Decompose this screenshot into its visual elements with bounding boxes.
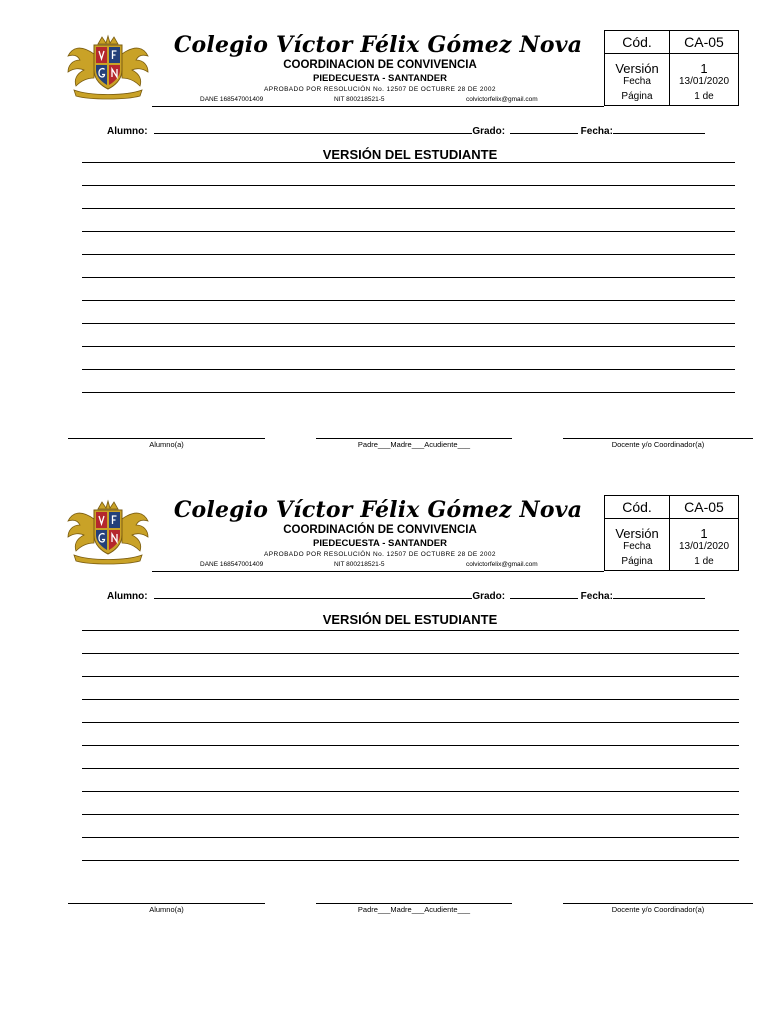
writing-line[interactable] — [82, 630, 739, 631]
student-info-row — [107, 589, 705, 602]
header-divider — [152, 571, 604, 572]
writing-line[interactable] — [82, 814, 739, 815]
date-value: 13/01/2020 — [670, 540, 739, 555]
approval-resolution: APROBADO POR RESOLUCIÓN No. 12507 DE OCTUBRE 28 DE 2002 — [264, 551, 496, 558]
department-title: COORDINACIÓN DE CONVIVENCIA — [283, 524, 477, 536]
crest-left-wing — [68, 48, 94, 86]
code-label: Cód. — [605, 496, 670, 519]
signature-line-student[interactable] — [68, 903, 265, 904]
student-info-row — [107, 124, 705, 137]
school-name: Colegio Víctor Félix Gómez Nova — [173, 32, 583, 58]
date-value: 13/01/2020 — [670, 75, 739, 90]
crest-crown — [98, 501, 118, 509]
page-value: 1 de — [670, 555, 739, 571]
document-code-box — [604, 495, 739, 571]
version-value: 1 — [670, 54, 739, 75]
grade-field[interactable] — [510, 589, 578, 599]
crest-ribbon — [74, 555, 142, 564]
version-value: 1 — [670, 519, 739, 540]
city-label: PIEDECUESTA - SANTANDER — [313, 73, 447, 84]
writing-line[interactable] — [82, 653, 739, 654]
signature-label-student: Alumno(a) — [149, 440, 184, 449]
code-label: Cód. — [605, 31, 670, 54]
page-label: Página — [605, 555, 670, 571]
header-divider — [152, 106, 604, 107]
writing-line[interactable] — [82, 860, 739, 861]
signature-label-teacher: Docente y/o Coordinador(a) — [611, 905, 705, 914]
crest-ribbon — [74, 90, 142, 99]
nit-code: NIT 800218521-5 — [334, 561, 385, 568]
approval-resolution: APROBADO POR RESOLUCIÓN No. 12507 DE OCTUBRE 28 DE 2002 — [264, 86, 496, 93]
school-email: colvictorfelix@gmail.com — [466, 561, 538, 568]
date-field[interactable] — [613, 124, 705, 134]
school-name: Colegio Víctor Félix Gómez Nova — [173, 497, 583, 523]
nit-code: NIT 800218521-5 — [334, 96, 385, 103]
date-field-label: Fecha: — [580, 126, 613, 137]
school-email: colvictorfelix@gmail.com — [466, 96, 538, 103]
signature-line-guardian[interactable] — [316, 903, 512, 904]
document-code-box — [604, 30, 739, 106]
writing-line[interactable] — [82, 277, 735, 278]
city-label: PIEDECUESTA - SANTANDER — [313, 538, 447, 549]
writing-line[interactable] — [82, 745, 739, 746]
writing-line[interactable] — [82, 837, 739, 838]
signature-line-teacher[interactable] — [563, 903, 753, 904]
student-name-field[interactable] — [154, 124, 472, 134]
student-name-label: Alumno: — [107, 126, 148, 137]
writing-line[interactable] — [82, 676, 739, 677]
date-label: Fecha — [605, 540, 670, 555]
version-label: Versión — [605, 519, 670, 540]
signature-label-teacher: Docente y/o Coordinador(a) — [611, 440, 705, 449]
version-label: Versión — [605, 54, 670, 75]
code-value: CA-05 — [670, 496, 739, 519]
writing-line[interactable] — [82, 162, 735, 163]
writing-line[interactable] — [82, 346, 735, 347]
grade-field[interactable] — [510, 124, 578, 134]
discipline-form-2 — [0, 485, 768, 965]
crest-right-wing — [122, 48, 148, 86]
signature-line-teacher[interactable] — [563, 438, 753, 439]
signature-line-guardian[interactable] — [316, 438, 512, 439]
writing-line[interactable] — [82, 231, 735, 232]
school-crest-logo — [66, 34, 150, 100]
section-title: VERSIÓN DEL ESTUDIANTE — [322, 612, 498, 627]
date-field[interactable] — [613, 589, 705, 599]
page-value: 1 de — [670, 90, 739, 106]
writing-line[interactable] — [82, 208, 735, 209]
date-field-label: Fecha: — [580, 591, 613, 602]
code-value: CA-05 — [670, 31, 739, 54]
grade-label: Grado: — [472, 126, 506, 137]
department-title: COORDINACION DE CONVIVENCIA — [283, 59, 477, 71]
writing-line[interactable] — [82, 699, 739, 700]
crest-right-wing — [122, 513, 148, 551]
writing-line[interactable] — [82, 254, 735, 255]
crest-crown — [98, 36, 118, 44]
student-name-field[interactable] — [154, 589, 472, 599]
dane-code: DANE 168547001409 — [200, 96, 264, 103]
signature-label-student: Alumno(a) — [149, 905, 184, 914]
signature-label-guardian: Padre___Madre___Acudiente___ — [357, 440, 471, 449]
signature-label-guardian: Padre___Madre___Acudiente___ — [357, 905, 471, 914]
section-title: VERSIÓN DEL ESTUDIANTE — [322, 147, 498, 162]
writing-line[interactable] — [82, 722, 739, 723]
writing-line[interactable] — [82, 185, 735, 186]
crest-left-wing — [68, 513, 94, 551]
date-label: Fecha — [605, 75, 670, 90]
discipline-form-1 — [0, 20, 768, 500]
writing-line[interactable] — [82, 791, 739, 792]
page-label: Página — [605, 90, 670, 106]
school-crest-logo — [66, 499, 150, 565]
writing-line[interactable] — [82, 323, 735, 324]
grade-label: Grado: — [472, 591, 506, 602]
writing-line[interactable] — [82, 768, 739, 769]
writing-line[interactable] — [82, 300, 735, 301]
writing-line[interactable] — [82, 392, 735, 393]
signature-line-student[interactable] — [68, 438, 265, 439]
writing-line[interactable] — [82, 369, 735, 370]
dane-code: DANE 168547001409 — [200, 561, 264, 568]
student-name-label: Alumno: — [107, 591, 148, 602]
